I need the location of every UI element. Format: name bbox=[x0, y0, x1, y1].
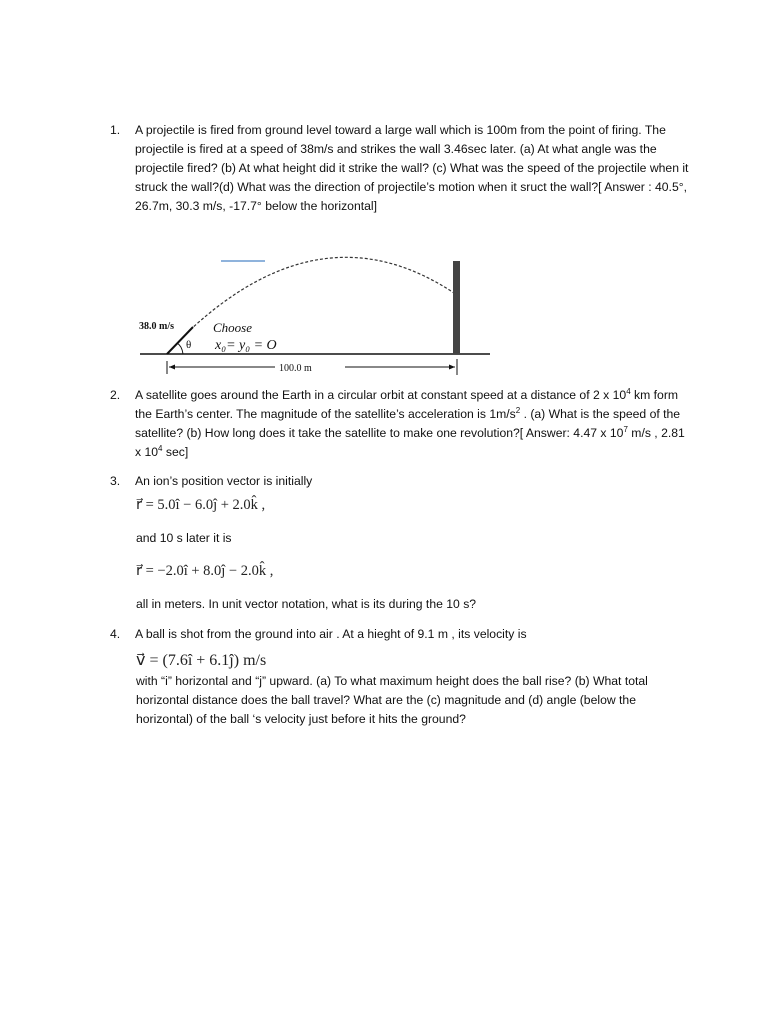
text-segment: sec] bbox=[162, 445, 189, 459]
question-4-body bbox=[136, 672, 696, 729]
angle-arc bbox=[177, 343, 183, 354]
handwritten-origin: x₀= y₀ = O bbox=[215, 338, 277, 353]
text-segment: A satellite goes around the Earth in a circular orbit at constant speed at a distance of 2 x 10 bbox=[135, 388, 627, 402]
equation-initial-position: r⃗ = 5.0î − 6.0ĵ + 2.0k̂ , bbox=[136, 497, 266, 513]
question-intro: An ion’s position vector is initially bbox=[135, 474, 313, 488]
superscript: 4 bbox=[626, 386, 631, 396]
question-text bbox=[135, 386, 690, 462]
question-text: A projectile is fired from ground level toward a large wall which is 100m from the point of firing. The projectile is fired at a speed of 38m/s and strikes the wall 3.46sec later. (a) At what angle was the projectile fired? (b) At what height did it strike the wall? (c) What was the speed of the projectile when it struck the wall?(d) What was the direction of projectile’s motion when it sruct the wall?[ Answer : 40.5°, 26.7m, 30.3 m/s, -17.7° below the horizontal] bbox=[135, 123, 689, 213]
equation-velocity: v⃗ = (7.6î + 6.1ĵ) m/s bbox=[136, 652, 267, 669]
distance-arrowhead-left bbox=[169, 365, 175, 370]
question-number: 4. bbox=[110, 627, 121, 641]
question-3-middle: and 10 s later it is bbox=[136, 531, 232, 545]
distance-arrowhead-right bbox=[449, 365, 455, 370]
wall bbox=[453, 261, 460, 354]
question-number: 3. bbox=[110, 474, 121, 488]
distance-label: 100.0 m bbox=[279, 363, 312, 374]
question-3-outro: all in meters. In unit vector notation, what is its during the 10 s? bbox=[136, 597, 477, 611]
superscript: 2 bbox=[515, 405, 521, 415]
question-3 bbox=[110, 472, 690, 491]
equation-final-position: r⃗ = −2.0î + 8.0ĵ − 2.0k̂ , bbox=[136, 563, 274, 579]
text-segment: m/s , 2.81 x 10 bbox=[135, 426, 685, 459]
question-intro: A ball is shot from the ground into air . At a hieght of 9.1 m , its velocity is bbox=[135, 627, 527, 641]
question-text: with “i” horizontal and “j” upward. (a) To what maximum height does the ball rise? (b) What total horizontal distance does the ball travel? What are the (c) magnitude and (d) angle (below the horizontal) of the ball ‘s velocity just before it hits the ground? bbox=[136, 674, 648, 726]
question-4 bbox=[110, 625, 690, 644]
text-segment: . (a) What is the speed of the satellite? (b) How long does it take the satellite to make one revolution?[ Answer: 4.47 x 10 bbox=[135, 407, 681, 440]
speed-label: 38.0 m/s bbox=[139, 321, 174, 332]
superscript: 7 bbox=[623, 424, 628, 434]
handwritten-choose: Choose bbox=[213, 320, 252, 335]
superscript: 4 bbox=[158, 443, 163, 453]
text-segment: km form the Earth’s center. The magnitude of the satellite’s acceleration is 1m/s bbox=[135, 388, 679, 421]
angle-label: θ bbox=[186, 339, 192, 351]
projectile-diagram bbox=[135, 245, 495, 380]
question-number: 1. bbox=[110, 123, 121, 137]
question-number: 2. bbox=[110, 388, 121, 402]
question-1 bbox=[110, 121, 690, 216]
question-2 bbox=[110, 386, 690, 462]
